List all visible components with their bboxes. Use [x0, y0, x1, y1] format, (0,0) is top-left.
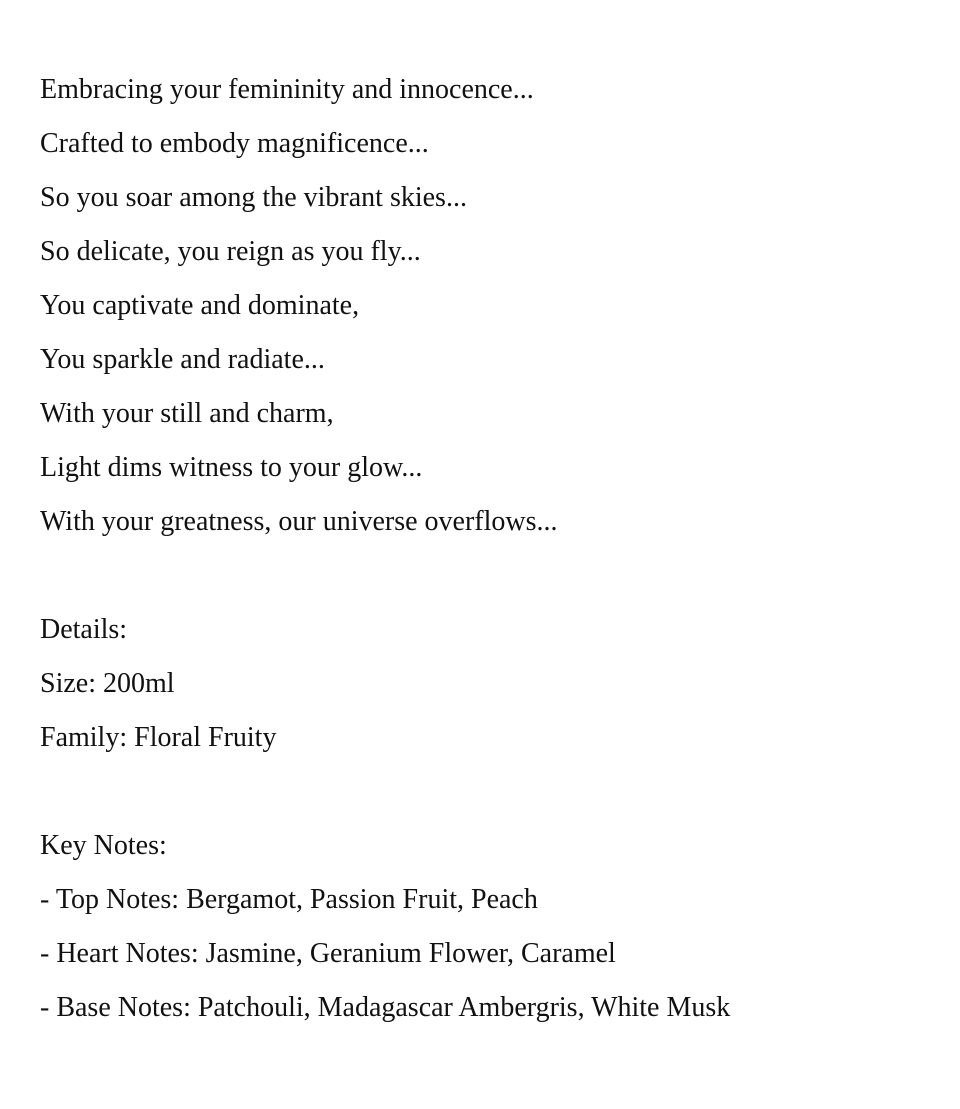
poem-line: So you soar among the vibrant skies... [40, 182, 467, 213]
section-spacer [40, 549, 940, 603]
poem-line: Crafted to embody magnificence... [40, 128, 429, 159]
details-section [40, 603, 940, 765]
poem-line: So delicate, you reign as you fly... [40, 236, 421, 267]
base-notes: - Base Notes: Patchouli, Madagascar Ambergris, White Musk [40, 992, 731, 1023]
top-notes: - Top Notes: Bergamot, Passion Fruit, Peach [40, 884, 538, 915]
key-notes-heading: Key Notes: [40, 830, 167, 861]
key-notes-section [40, 819, 940, 1035]
family-detail: Family: Floral Fruity [40, 722, 277, 753]
poem-line: You sparkle and radiate... [40, 344, 325, 375]
poem-line: With your still and charm, [40, 398, 334, 429]
size-detail: Size: 200ml [40, 668, 175, 699]
poem-section [40, 63, 940, 549]
poem-line: You captivate and dominate, [40, 290, 360, 321]
details-heading: Details: [40, 614, 128, 645]
heart-notes: - Heart Notes: Jasmine, Geranium Flower, Caramel [40, 938, 616, 969]
poem-line: Light dims witness to your glow... [40, 452, 423, 483]
section-spacer [40, 765, 940, 819]
poem-line: With your greatness, our universe overflows... [40, 506, 558, 537]
poem-line: Embracing your femininity and innocence... [40, 74, 534, 105]
product-description [40, 63, 940, 1035]
